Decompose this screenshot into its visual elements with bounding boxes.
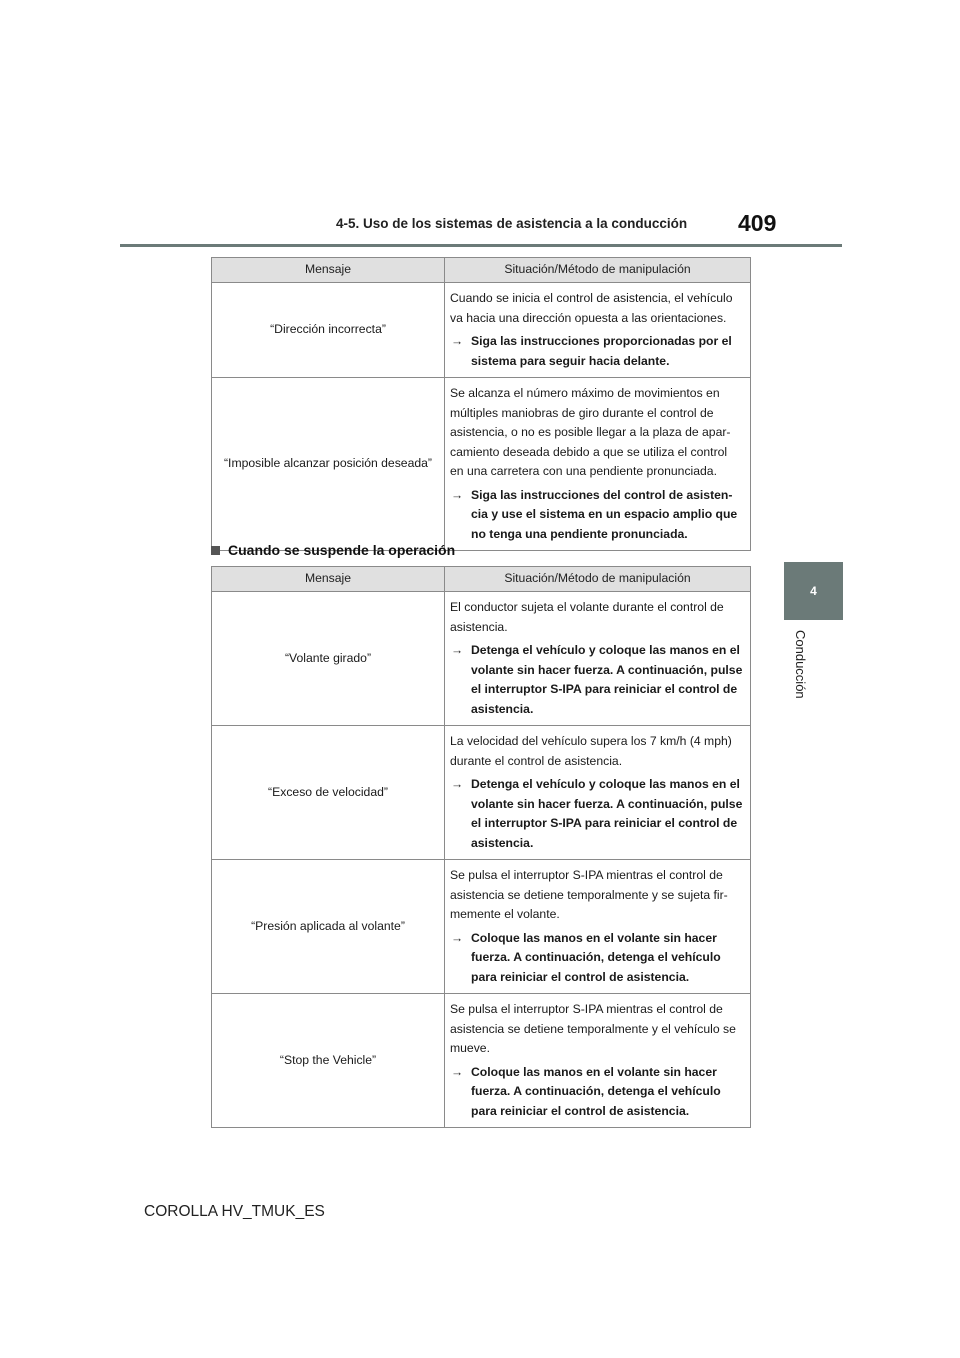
column-header-message: Mensaje <box>212 567 445 592</box>
column-header-situation: Situación/Método de manipulación <box>445 258 751 283</box>
message-cell: “Dirección incorrecta” <box>212 283 445 378</box>
arrow-right-icon: → <box>451 334 464 348</box>
footer-document-code: COROLLA HV_TMUK_ES <box>144 1203 325 1220</box>
messages-table-1 <box>211 257 751 551</box>
arrow-right-icon: → <box>451 1064 464 1079</box>
header-divider <box>120 244 842 247</box>
situation-cell <box>445 592 751 726</box>
table-header-row <box>212 258 751 283</box>
chapter-label: Conducción <box>793 630 808 699</box>
situation-cell <box>445 283 751 378</box>
action-instruction <box>450 1063 744 1122</box>
action-instruction <box>450 929 744 988</box>
situation-description: Se pulsa el interruptor S-IPA mientras el control de asistencia se detiene temporalmente y el vehículo se mueve. <box>450 1002 736 1055</box>
table-row <box>212 726 751 860</box>
arrow-right-icon: → <box>451 643 464 657</box>
action-text: Coloque las manos en el volante sin hacer fuerza. A continuación, detenga el vehículo para reiniciar el control de asistencia. <box>471 930 721 984</box>
arrow-right-icon: → <box>451 777 464 791</box>
message-cell: “Volante girado” <box>212 592 445 726</box>
situation-description: La velocidad del vehículo supera los 7 km/h (4 mph) durante el control de asistencia. <box>450 734 732 768</box>
table-row <box>212 378 751 551</box>
situation-cell <box>445 860 751 994</box>
action-text: Siga las instrucciones del control de asisten-cia y use el sistema en un espacio amplio que no tenga una pendiente pronunciada. <box>471 487 738 541</box>
situation-description: Se alcanza el número máximo de movimientos en múltiples maniobras de giro durante el control de asistencia, o no es posible llegar a la plaza de apar-camiento deseada debido a que se utiliza el control en una carretera con una pendiente pronunciada. <box>450 386 731 478</box>
action-instruction <box>450 775 744 853</box>
table-row <box>212 592 751 726</box>
chapter-tab[interactable] <box>784 562 843 620</box>
square-bullet-icon <box>211 546 220 555</box>
table-row <box>212 283 751 378</box>
action-instruction <box>450 332 744 371</box>
action-instruction <box>450 486 744 545</box>
action-text: Siga las instrucciones proporcionadas por el sistema para seguir hacia delante. <box>471 334 732 368</box>
situation-cell <box>445 994 751 1128</box>
action-text: Detenga el vehículo y coloque las manos en el volante sin hacer fuerza. A continuación, pulse el interruptor S-IPA para reiniciar el control de asistencia. <box>471 643 743 716</box>
column-header-message: Mensaje <box>212 258 445 283</box>
message-cell: “Presión aplicada al volante” <box>212 860 445 994</box>
situation-description: Se pulsa el interruptor S-IPA mientras el control de asistencia se detiene temporalmente y se sujeta fir-memente el volante. <box>450 868 728 921</box>
page-number: 409 <box>738 210 777 236</box>
action-text: Detenga el vehículo y coloque las manos en el volante sin hacer fuerza. A continuación, pulse el interruptor S-IPA para reiniciar el control de asistencia. <box>471 777 743 850</box>
section-heading-text: Cuando se suspende la operación <box>228 542 456 558</box>
table-header-row <box>212 567 751 592</box>
message-cell: “Imposible alcanzar posición deseada” <box>212 378 445 551</box>
column-header-situation: Situación/Método de manipulación <box>445 567 751 592</box>
message-cell: “Stop the Vehicle” <box>212 994 445 1128</box>
situation-description: El conductor sujeta el volante durante el control de asistencia. <box>450 600 724 634</box>
arrow-right-icon: → <box>451 487 464 502</box>
situation-description: Cuando se inicia el control de asistencia, el vehículo va hacia una dirección opuesta a las orientaciones. <box>450 291 733 325</box>
section-title: 4-5. Uso de los sistemas de asistencia a la conducción <box>336 216 688 231</box>
section-heading <box>211 542 455 558</box>
table-row <box>212 860 751 994</box>
situation-cell <box>445 726 751 860</box>
action-instruction <box>450 641 744 719</box>
chapter-number: 4 <box>810 584 817 598</box>
action-text: Coloque las manos en el volante sin hacer fuerza. A continuación, detenga el vehículo para reiniciar el control de asistencia. <box>471 1064 721 1118</box>
table-row <box>212 994 751 1128</box>
message-cell: “Exceso de velocidad” <box>212 726 445 860</box>
arrow-right-icon: → <box>451 930 464 945</box>
situation-cell <box>445 378 751 551</box>
messages-table-2 <box>211 566 751 1128</box>
